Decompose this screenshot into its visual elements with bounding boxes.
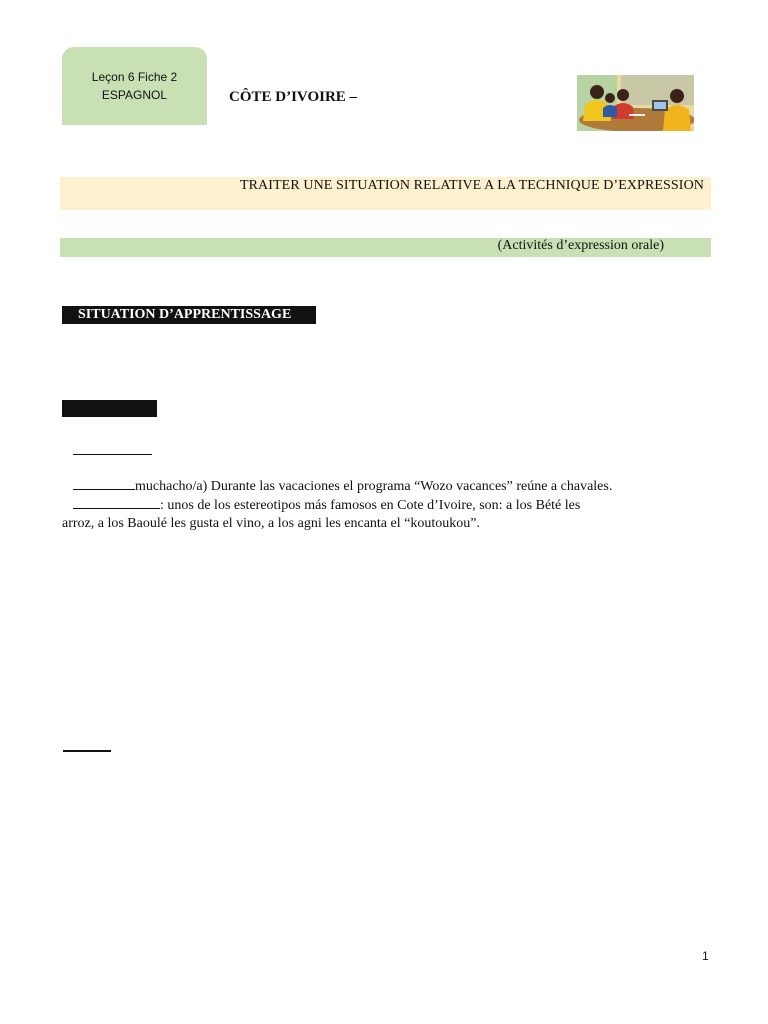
activity-subtitle: (Activités d’expression orale) — [497, 238, 664, 253]
lesson-badge — [62, 47, 207, 125]
redacted-heading-bar — [62, 400, 157, 417]
fill-in-blank — [73, 496, 160, 509]
situation-heading: SITUATION D’APPRENTISSAGE — [62, 306, 316, 324]
competence-title: TRAITER UNE SITUATION RELATIVE A LA TECHNIQUE D’EXPRESSION — [239, 178, 704, 193]
blank-underline — [73, 454, 152, 455]
section-rule — [63, 750, 111, 752]
page-number: 1 — [702, 949, 709, 963]
body-line-2 — [73, 496, 580, 514]
country-heading: CÔTE D’IVOIRE – — [229, 89, 358, 105]
body-line-2-text: : unos de los estereotipos más famosos en Cote d’Ivoire, son: a los Bété les — [160, 498, 581, 513]
fill-in-blank — [73, 477, 135, 490]
lesson-number: Leçon 6 Fiche 2 — [91, 70, 178, 84]
competence-title-band — [60, 177, 711, 210]
activity-subtitle-band — [60, 238, 711, 257]
body-line-1-text: muchacho/a) Durante las vacaciones el programa “Wozo vacances” reúne a chavales. — [135, 479, 613, 494]
body-line-3: arroz, a los Baoulé les gusta el vino, a los agni les encanta el “koutoukou”. — [62, 516, 480, 531]
classroom-students-illustration — [577, 75, 694, 131]
body-line-1 — [73, 477, 612, 495]
subject-label: ESPAGNOL — [101, 88, 168, 102]
